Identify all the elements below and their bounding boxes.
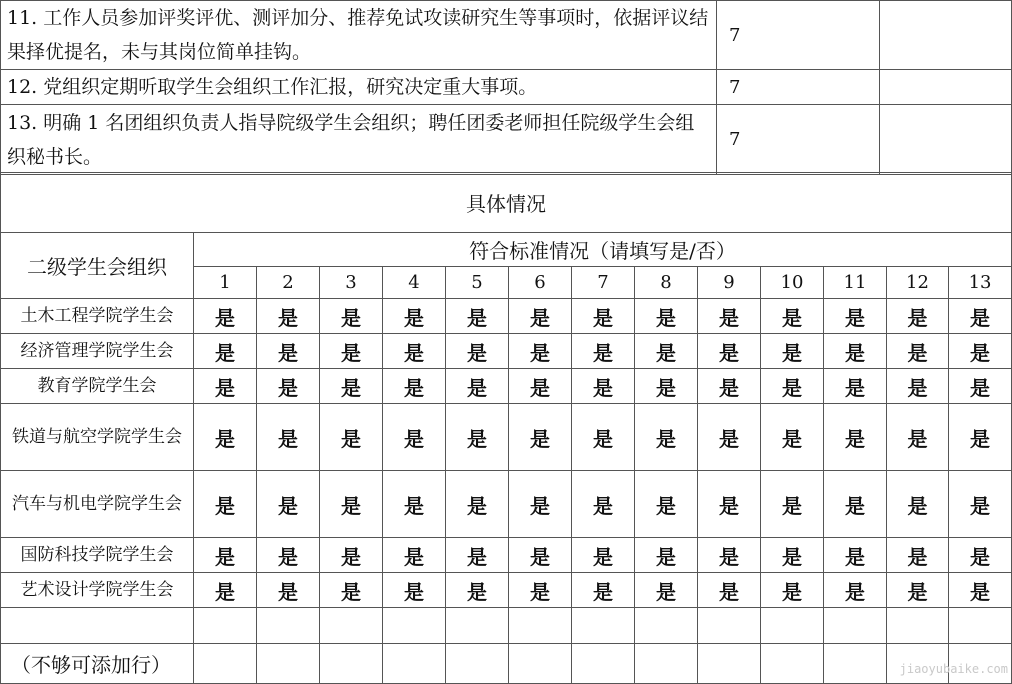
compliance-cell: 是 — [320, 404, 383, 471]
compliance-cell: 是 — [320, 369, 383, 404]
compliance-cell: 是 — [698, 471, 761, 538]
table-row — [1, 573, 1012, 608]
compliance-cell: 是 — [635, 369, 698, 404]
criteria-row — [1, 105, 1012, 175]
criteria-text: 11. 工作人员参加评奖评优、测评加分、推荐免试攻读研究生等事项时，依据评议结果择优提名，未与其岗位简单挂钩。 — [1, 1, 717, 70]
compliance-cell: 是 — [383, 573, 446, 608]
compliance-cell: 是 — [194, 471, 257, 538]
empty-row — [1, 608, 1012, 644]
compliance-cell: 是 — [383, 299, 446, 334]
compliance-cell: 是 — [761, 299, 824, 334]
empty-cell — [446, 608, 509, 644]
standard-header: 符合标准情况（请填写是/否） — [194, 233, 1012, 267]
org-name: 土木工程学院学生会 — [1, 299, 194, 334]
compliance-cell: 是 — [194, 369, 257, 404]
column-number: 6 — [509, 267, 572, 299]
compliance-cell: 是 — [761, 334, 824, 369]
compliance-cell: 是 — [320, 573, 383, 608]
empty-cell — [761, 608, 824, 644]
compliance-cell: 是 — [887, 299, 949, 334]
column-number: 1 — [194, 267, 257, 299]
compliance-cell: 是 — [887, 573, 949, 608]
table-row — [1, 369, 1012, 404]
empty-cell — [194, 608, 257, 644]
compliance-cell: 是 — [761, 538, 824, 573]
empty-cell — [1, 608, 194, 644]
empty-cell — [383, 608, 446, 644]
criteria-table — [0, 0, 1012, 175]
org-name: 国防科技学院学生会 — [1, 538, 194, 573]
compliance-cell: 是 — [887, 471, 949, 538]
criteria-score: 7 — [717, 1, 880, 70]
compliance-cell: 是 — [257, 573, 320, 608]
empty-cell — [887, 608, 949, 644]
compliance-cell: 是 — [887, 334, 949, 369]
compliance-cell: 是 — [509, 573, 572, 608]
column-number: 4 — [383, 267, 446, 299]
empty-cell — [572, 608, 635, 644]
column-number: 3 — [320, 267, 383, 299]
compliance-cell: 是 — [509, 404, 572, 471]
compliance-cell: 是 — [887, 369, 949, 404]
compliance-cell: 是 — [383, 471, 446, 538]
column-number: 11 — [824, 267, 887, 299]
compliance-cell: 是 — [509, 538, 572, 573]
criteria-text: 12. 党组织定期听取学生会组织工作汇报，研究决定重大事项。 — [1, 70, 717, 105]
compliance-cell: 是 — [509, 471, 572, 538]
compliance-cell: 是 — [949, 404, 1012, 471]
compliance-cell: 是 — [446, 404, 509, 471]
org-name: 汽车与机电学院学生会 — [1, 471, 194, 538]
org-name: 教育学院学生会 — [1, 369, 194, 404]
compliance-cell: 是 — [949, 299, 1012, 334]
criteria-empty-cell — [880, 1, 1012, 70]
compliance-cell: 是 — [698, 369, 761, 404]
compliance-cell: 是 — [824, 334, 887, 369]
column-number: 9 — [698, 267, 761, 299]
compliance-cell: 是 — [194, 573, 257, 608]
table-row — [1, 538, 1012, 573]
compliance-cell: 是 — [635, 573, 698, 608]
compliance-cell: 是 — [446, 299, 509, 334]
compliance-cell: 是 — [383, 334, 446, 369]
column-number: 13 — [949, 267, 1012, 299]
column-number: 7 — [572, 267, 635, 299]
table-row — [1, 471, 1012, 538]
compliance-cell: 是 — [635, 538, 698, 573]
compliance-cell: 是 — [509, 369, 572, 404]
compliance-cell: 是 — [887, 538, 949, 573]
compliance-cell: 是 — [824, 573, 887, 608]
compliance-cell: 是 — [824, 404, 887, 471]
compliance-cell: 是 — [194, 299, 257, 334]
compliance-cell: 是 — [320, 299, 383, 334]
criteria-text: 13. 明确 1 名团组织负责人指导院级学生会组织；聘任团委老师担任院级学生会组织秘书长。 — [1, 105, 717, 175]
empty-cell — [949, 608, 1012, 644]
org-name: 艺术设计学院学生会 — [1, 573, 194, 608]
compliance-cell: 是 — [949, 334, 1012, 369]
compliance-cell: 是 — [572, 334, 635, 369]
compliance-cell: 是 — [572, 471, 635, 538]
add-row-note: （不够可添加行） — [1, 644, 194, 684]
compliance-cell: 是 — [383, 538, 446, 573]
compliance-cell: 是 — [383, 369, 446, 404]
compliance-cell: 是 — [509, 334, 572, 369]
org-name: 经济管理学院学生会 — [1, 334, 194, 369]
compliance-cell: 是 — [698, 573, 761, 608]
compliance-cell: 是 — [761, 471, 824, 538]
watermark: jiaoyubaike.com — [899, 662, 1008, 676]
compliance-cell: 是 — [257, 369, 320, 404]
compliance-cell: 是 — [257, 334, 320, 369]
compliance-cell: 是 — [635, 404, 698, 471]
compliance-cell: 是 — [698, 404, 761, 471]
column-number: 2 — [257, 267, 320, 299]
criteria-score: 7 — [717, 70, 880, 105]
empty-cell — [635, 608, 698, 644]
compliance-cell: 是 — [572, 299, 635, 334]
compliance-cell: 是 — [949, 573, 1012, 608]
compliance-cell: 是 — [257, 299, 320, 334]
empty-cell — [257, 608, 320, 644]
compliance-cell: 是 — [572, 573, 635, 608]
compliance-cell: 是 — [194, 538, 257, 573]
compliance-cell: 是 — [572, 538, 635, 573]
compliance-cell: 是 — [194, 404, 257, 471]
compliance-cell: 是 — [824, 538, 887, 573]
compliance-cell: 是 — [949, 369, 1012, 404]
compliance-cell: 是 — [698, 538, 761, 573]
compliance-cell: 是 — [824, 369, 887, 404]
compliance-cell: 是 — [446, 471, 509, 538]
detail-table — [0, 172, 1012, 684]
empty-cell — [824, 608, 887, 644]
compliance-cell: 是 — [383, 404, 446, 471]
compliance-cell: 是 — [824, 299, 887, 334]
compliance-cell: 是 — [949, 471, 1012, 538]
empty-cell — [509, 608, 572, 644]
criteria-empty-cell — [880, 105, 1012, 175]
empty-cell — [698, 608, 761, 644]
compliance-cell: 是 — [824, 471, 887, 538]
compliance-cell: 是 — [572, 369, 635, 404]
compliance-cell: 是 — [572, 404, 635, 471]
compliance-cell: 是 — [698, 334, 761, 369]
compliance-cell: 是 — [257, 538, 320, 573]
org-column-header: 二级学生会组织 — [1, 233, 194, 299]
compliance-cell: 是 — [257, 471, 320, 538]
table-row — [1, 299, 1012, 334]
compliance-cell: 是 — [698, 299, 761, 334]
compliance-cell: 是 — [446, 334, 509, 369]
compliance-cell: 是 — [635, 471, 698, 538]
column-number: 12 — [887, 267, 949, 299]
table-row — [1, 334, 1012, 369]
empty-cell — [320, 608, 383, 644]
section-title: 具体情况 — [1, 173, 1012, 233]
column-number: 8 — [635, 267, 698, 299]
compliance-cell: 是 — [320, 538, 383, 573]
criteria-empty-cell — [880, 70, 1012, 105]
compliance-cell: 是 — [635, 334, 698, 369]
compliance-cell: 是 — [320, 471, 383, 538]
compliance-cell: 是 — [887, 404, 949, 471]
compliance-cell: 是 — [761, 404, 824, 471]
compliance-cell: 是 — [446, 573, 509, 608]
criteria-score: 7 — [717, 105, 880, 175]
compliance-cell: 是 — [257, 404, 320, 471]
org-name: 铁道与航空学院学生会 — [1, 404, 194, 471]
column-number: 5 — [446, 267, 509, 299]
compliance-cell: 是 — [949, 538, 1012, 573]
compliance-cell: 是 — [446, 538, 509, 573]
compliance-cell: 是 — [635, 299, 698, 334]
compliance-cell: 是 — [446, 369, 509, 404]
compliance-cell: 是 — [509, 299, 572, 334]
compliance-cell: 是 — [320, 334, 383, 369]
criteria-row — [1, 70, 1012, 105]
compliance-cell: 是 — [761, 369, 824, 404]
criteria-row — [1, 1, 1012, 70]
compliance-cell: 是 — [761, 573, 824, 608]
compliance-cell: 是 — [194, 334, 257, 369]
table-row — [1, 404, 1012, 471]
column-number: 10 — [761, 267, 824, 299]
